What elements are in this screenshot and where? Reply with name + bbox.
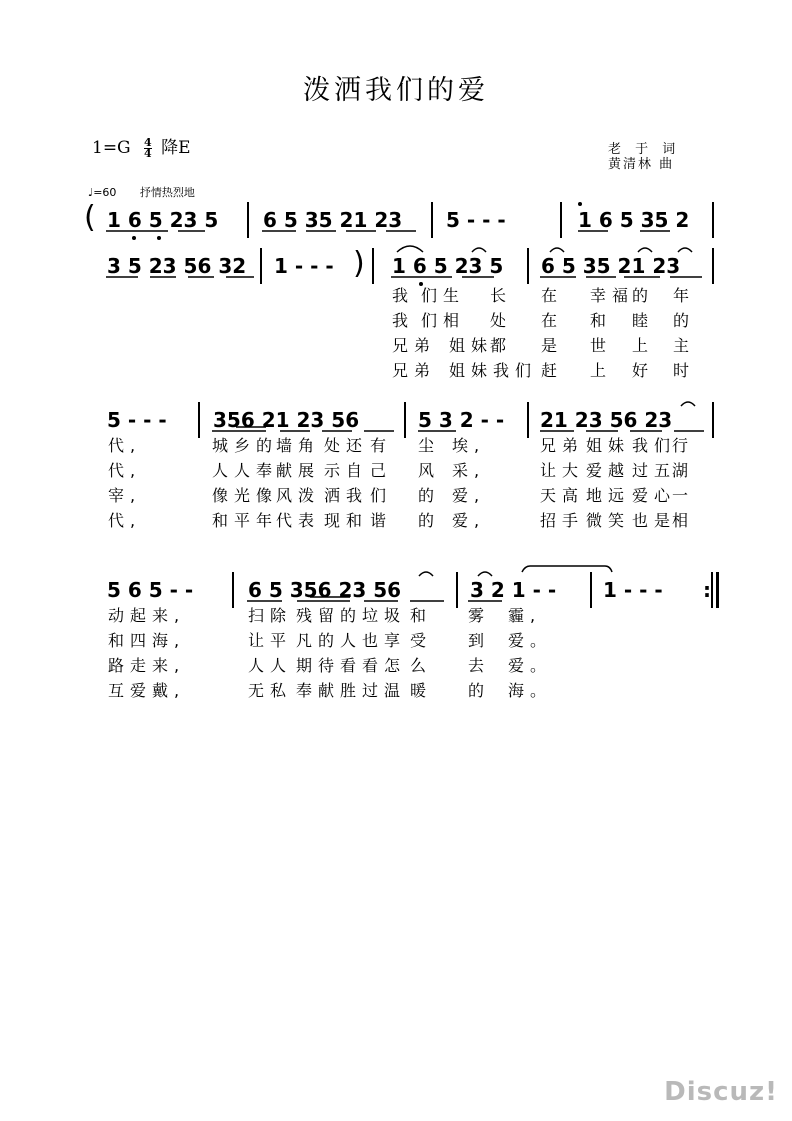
repeat-open-paren: ( [84,200,96,235]
lyric-segment: 姐妹 [449,336,494,355]
measure-4-3: 3 2 1 - - [470,578,557,602]
lyric-segment: 看怎 [362,656,407,675]
watermark-logo: Discuz! [664,1077,778,1107]
lyric-segment: 都 [490,336,513,355]
lyric-segment: 墙角 [276,436,321,455]
lyric-segment: 无私 [248,681,293,700]
lyric-segment: 让平 [248,631,293,650]
lyric-segment: 和 [410,606,433,625]
lyric-segment: 代, [108,436,142,455]
lyric-segment: 和 [590,311,613,330]
lyric-segment: 爱心 [632,486,677,505]
lyric-segment: 幸福 [590,286,635,305]
lyric-segment: 行 [672,436,695,455]
lyric-segment: 好 [632,361,655,380]
lyric-segment: 姐妹我们 [449,361,538,380]
lyric-line [0,631,792,651]
lyric-segment: 的 [673,311,696,330]
lyric-segment: 睦 [632,311,655,330]
lyric-segment: 相 [672,511,695,530]
measure-4-4: 1 - - - [603,578,663,602]
lyric-segment: 赶 [541,361,564,380]
lyric-segment: 爱越 [586,461,631,480]
measure-3-1: 5 - - - [107,408,167,432]
lyric-segment: 凡的人 [296,631,363,650]
lyric-segment: 在 [541,286,564,305]
lyric-line [0,286,792,306]
lyric-segment: 垃圾 [362,606,407,625]
lyric-segment: 有 [370,436,393,455]
lyric-segment: 过温 [362,681,407,700]
lyric-segment: 尘 [418,436,441,455]
lyric-segment: 长 [490,286,513,305]
lyric-line [0,436,792,456]
measure-4-1: 5 6 5 - - [107,578,194,602]
lyric-segment: 奉献胜 [296,681,363,700]
measure-1-2: 6 5 35 21 23 [263,208,403,232]
lyric-line [0,461,792,481]
lyric-segment: 和平年 [212,511,279,530]
lyric-segment: 么 [410,656,433,675]
measure-3-2: 356 21 23 56 [213,408,360,432]
lyric-segment: 代, [108,511,142,530]
tempo-value: =60 [93,186,117,199]
song-title: 泼洒我们的爱 [303,75,489,106]
lyric-segment: 过五 [632,461,677,480]
lyric-segment: 期待看 [296,656,363,675]
lyric-segment: 己 [370,461,393,480]
lyric-segment: 在 [541,311,564,330]
lyric-segment: 扫除 [248,606,293,625]
lyric-segment: 到 [468,631,491,650]
lyric-segment: 宰, [108,486,142,505]
lyric-segment: 和四海, [108,631,186,650]
lyric-segment: 爱。 [508,656,553,675]
composer-credit: 黄清林 曲 [608,157,675,172]
lyric-segment: 残留的 [296,606,363,625]
lyric-segment: 处 [490,311,513,330]
measure-2-2: 1 - - - [274,254,334,278]
lyric-segment: 湖 [672,461,695,480]
lyric-segment: 一 [672,486,695,505]
lyric-segment: 受 [410,631,433,650]
measure-1-1: 1 6 5 23 5 [107,208,219,232]
lyric-segment: 人人奉 [212,461,279,480]
lyric-line [0,656,792,676]
measure-1-3: 5 - - - [446,208,506,232]
lyric-segment: 兄弟 [540,436,585,455]
lyric-line [0,486,792,506]
lyric-segment: 霾, [508,606,542,625]
time-signature: $\frac{4}{4}$ [144,136,152,160]
measure-3-3: 5 3 2 - - [418,408,505,432]
lyric-segment: 现和 [324,511,369,530]
measure-2-1: 3 5 23 56 32 [107,254,247,278]
lyric-segment: 主 [673,336,696,355]
lyric-segment: 地远 [586,486,631,505]
lyric-segment: 兄弟 [392,336,437,355]
lyric-segment: 雾 [468,606,491,625]
lyric-segment: 代表 [276,511,321,530]
lyric-line [0,606,792,626]
lyric-segment: 让大 [540,461,585,480]
expression-text: 抒情热烈地 [139,186,195,199]
lyric-segment: 去 [468,656,491,675]
lyric-line [0,361,792,381]
lyric-segment: 示自 [324,461,369,480]
measure-2-4: 6 5 35 21 23 [541,254,681,278]
lyric-segment: 路走来, [108,656,186,675]
lyric-segment: 也享 [362,631,407,650]
lyric-segment: 上 [590,361,613,380]
lyric-segment: 也是 [632,511,677,530]
lyric-segment: 的 [418,511,441,530]
lyric-segment: 年 [673,286,696,305]
lyric-segment: 动起来, [108,606,186,625]
lyric-segment: 们 [370,486,393,505]
lyricist-credit: 老 于 词 [608,142,681,157]
lyric-segment: 招手 [540,511,585,530]
lyric-segment: 是 [541,336,564,355]
lyric-segment: 的 [632,286,655,305]
lyric-segment: 谐 [370,511,393,530]
lyric-segment: 风 [418,461,441,480]
measure-4-2: 6 5 356 23 56 [248,578,402,602]
lyric-segment: 我 [392,311,415,330]
lyric-segment: 洒我 [324,486,369,505]
lyric-segment: 我 [392,286,415,305]
lyric-segment: 互爱戴, [108,681,186,700]
measure-2-3: 1 6 5 23 5 [392,254,504,278]
lyric-segment: 海。 [508,681,553,700]
repeat-close-paren: ) [353,246,365,281]
lyric-segment: 的 [468,681,491,700]
lyric-segment: 爱, [452,486,486,505]
lyric-segment: 代, [108,461,142,480]
lyric-segment: 暖 [410,681,433,700]
lyric-segment: 采, [452,461,486,480]
lyric-segment: 时 [673,361,696,380]
key-label: 1=G [92,138,131,158]
lyric-line [0,311,792,331]
transpose-label: 降E [161,138,191,158]
measure-3-4: 21 23 56 23 [540,408,673,432]
lyric-segment: 们相 [421,311,466,330]
lyric-segment: 兄弟 [392,361,437,380]
quarter-note-icon: ♩ [88,186,94,199]
lyric-segment: 像光像 [212,486,279,505]
lyric-segment: 爱, [452,511,486,530]
lyric-segment: 微笑 [586,511,631,530]
lyric-segment: 风泼 [276,486,321,505]
lyric-segment: 世 [590,336,613,355]
repeat-dots: : [703,578,711,602]
lyric-segment: 上 [632,336,655,355]
lyric-segment: 城乡的 [212,436,279,455]
measure-1-4: 1 6 5 35 2 [578,208,690,232]
lyric-line [0,681,792,701]
lyric-segment: 埃, [452,436,486,455]
lyric-segment: 处还 [324,436,369,455]
lyric-line [0,511,792,531]
lyric-segment: 献展 [276,461,321,480]
lyric-segment: 姐妹 [586,436,631,455]
lyric-segment: 爱。 [508,631,553,650]
lyric-segment: 的 [418,486,441,505]
lyric-line [0,336,792,356]
lyric-segment: 天高 [540,486,585,505]
lyric-segment: 人人 [248,656,293,675]
lyric-segment: 们生 [421,286,466,305]
lyric-segment: 我们 [632,436,677,455]
